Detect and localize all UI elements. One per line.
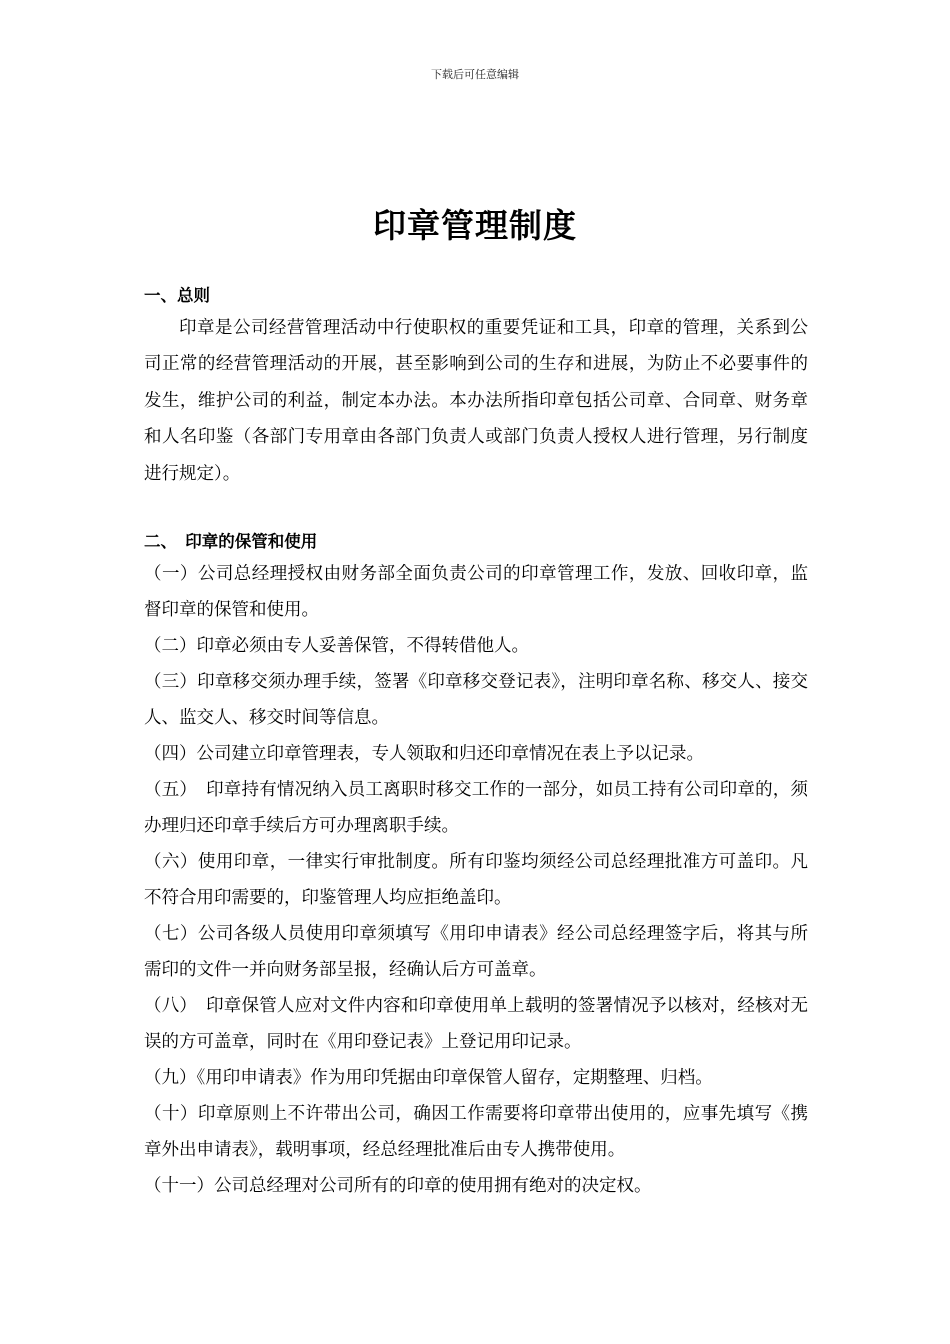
document-title: 印章管理制度 xyxy=(373,206,577,245)
list-item: （六）使用印章，一律实行审批制度。所有印鉴均须经公司总经理批准方可盖印。凡不符合用印需要的，印鉴管理人均应拒绝盖印。 xyxy=(144,852,808,909)
list-item: （三）印章移交须办理手续，签署《印章移交登记表》，注明印章名称、移交人、接交人、监交人、移交时间等信息。 xyxy=(144,672,808,729)
section-heading-general: 一、总则 xyxy=(144,286,210,305)
list-item: （一）公司总经理授权由财务部全面负责公司的印章管理工作，发放、回收印章，监督印章的保管和使用。 xyxy=(144,564,808,621)
general-paragraph: 印章是公司经营管理活动中行使职权的重要凭证和工具，印章的管理，关系到公司正常的经营管理活动的开展，甚至影响到公司的生存和进展，为防止不必要事件的发生，维护公司的利益，制定本办法。本办法所指印章包括公司章、合同章、财务章和人名印鉴（各部门专用章由各部门负责人或部门负责人授权人进行管理，另行制度进行规定）。 xyxy=(144,318,808,484)
list-item: （九）《用印申请表》作为用印凭据由印章保管人留存，定期整理、归档。 xyxy=(144,1068,713,1089)
section-heading-custody-use: 二、 印章的保管和使用 xyxy=(144,532,318,552)
list-item: （十）印章原则上不许带出公司，确因工作需要将印章带出使用的，应事先填写《携章外出申请表》，载明事项，经总经理批准后由专人携带使用。 xyxy=(144,1104,808,1161)
header-note: 下载后可任意编辑 xyxy=(431,68,519,81)
list-item: （四）公司建立印章管理表，专人领取和归还印章情况在表上予以记录。 xyxy=(144,744,704,765)
list-item: （八） 印章保管人应对文件内容和印章使用单上载明的签署情况予以核对，经核对无误的方可盖章，同时在《用印登记表》上登记用印记录。 xyxy=(144,996,808,1053)
list-item: （十一）公司总经理对公司所有的印章的使用拥有绝对的决定权。 xyxy=(144,1176,652,1197)
list-item: （七）公司各级人员使用印章须填写《用印申请表》经公司总经理签字后，将其与所需印的文件一并向财务部呈报，经确认后方可盖章。 xyxy=(144,924,808,981)
list-item: （五） 印章持有情况纳入员工离职时移交工作的一部分，如员工持有公司印章的，须办理归还印章手续后方可办理离职手续。 xyxy=(144,780,808,837)
list-item: （二）印章必须由专人妥善保管，不得转借他人。 xyxy=(144,636,529,657)
document-body xyxy=(144,282,808,1204)
